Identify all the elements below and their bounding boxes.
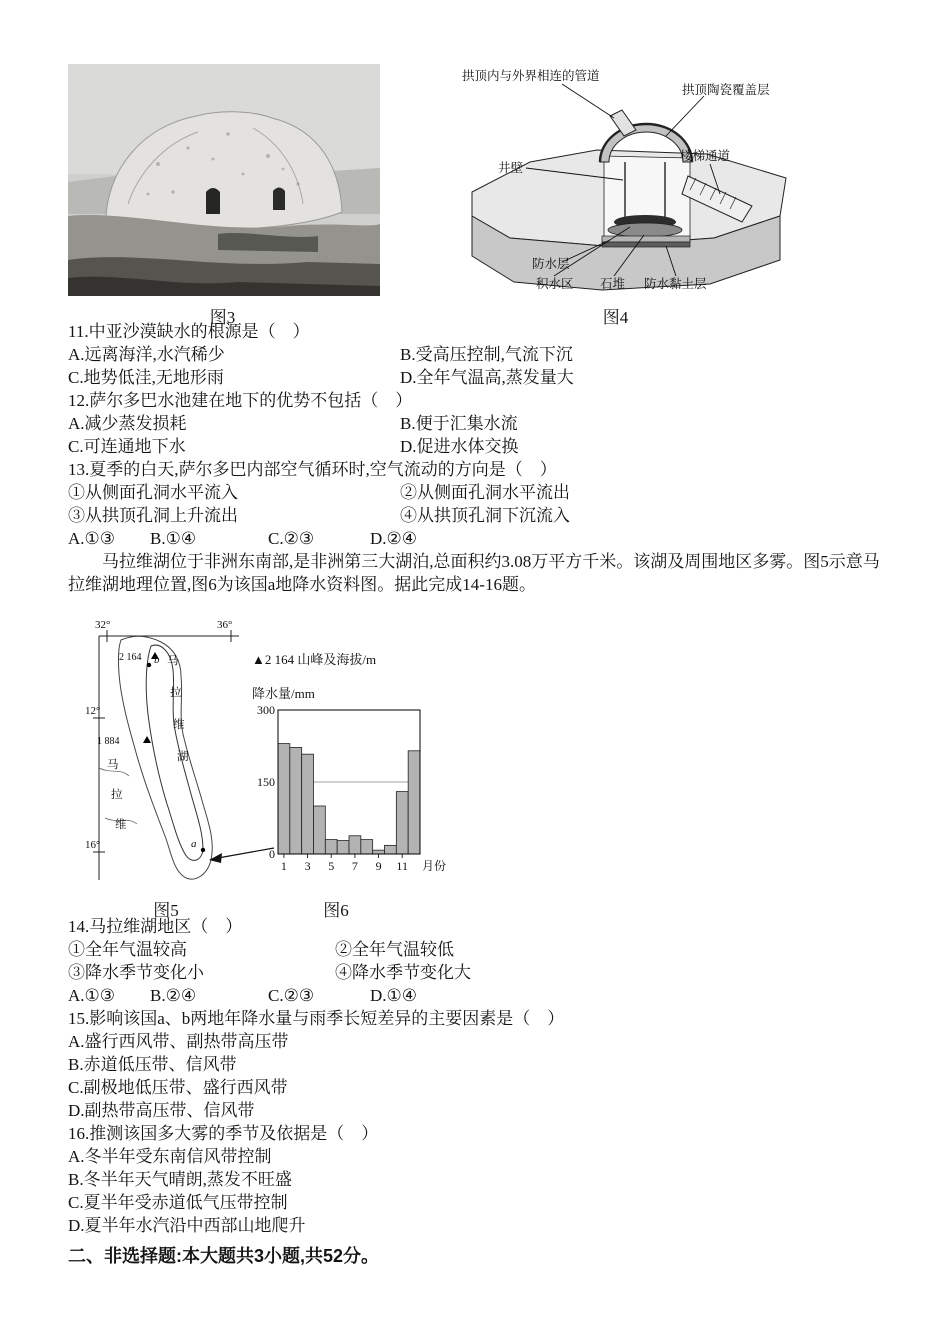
point-a-dot: [201, 848, 205, 852]
precip-bar-m8: [361, 840, 373, 854]
diagram-label-stair: 楼梯通道: [680, 149, 731, 163]
point-b-label: b: [154, 654, 160, 666]
precip-bar-m7: [349, 836, 361, 854]
q15-option-c: C.副极地低压带、盛行西风带: [68, 1078, 288, 1097]
q14-answers-row: [68, 984, 884, 1007]
q15-option-d: D.副热带高压带、信风带: [68, 1101, 255, 1120]
map-legend-peak: ▲2 164 山峰及海拔/m: [252, 652, 377, 667]
q12-options-row1: [68, 412, 884, 435]
q14-item-1: ①全年气温较高: [68, 940, 187, 959]
q14-item-4: ④降水季节变化大: [335, 963, 471, 982]
q12-option-d: D.促进水体交换: [400, 437, 519, 456]
q14-items-row1: [68, 938, 884, 961]
map-lon-right: 36°: [217, 619, 233, 631]
q11-option-d: D.全年气温高,蒸发量大: [400, 368, 574, 387]
peak-elevation-2164: 2 164: [119, 652, 142, 663]
country-label-char-1: 马: [107, 759, 119, 771]
photo-doorway-left: [206, 188, 220, 214]
q12-stem: 12.萨尔多巴水池建在地下的优势不包括（ ）: [68, 391, 413, 410]
q13-stem: 13.夏季的白天,萨尔多巴内部空气循环时,空气流动的方向是（ ）: [68, 460, 557, 479]
clay-layer: [602, 242, 690, 247]
q12-options-row2: [68, 435, 884, 458]
q13-answers-row: [68, 527, 884, 550]
peak-elevation-1884: 1 884: [97, 736, 120, 747]
q16-option-c: C.夏半年受赤道低气压带控制: [68, 1193, 288, 1212]
q16-stem: 16.推测该国多大雾的季节及依据是（ ）: [68, 1124, 379, 1143]
passage-malawi: 马拉维湖位于非洲东南部,是非洲第三大湖泊,总面积约3.08万平方千米。该湖及周围地区多雾。图5示意马拉维湖地理位置,图6为该国a地降水资料图。据此完成14-16题。: [68, 552, 880, 594]
section2-heading: 二、非选择题:本大题共3小题,共52分。: [68, 1246, 380, 1266]
questions-14-16: [68, 915, 884, 1237]
precip-bars: [278, 744, 420, 854]
q16-option-b: B.冬半年天气晴朗,蒸发不旺盛: [68, 1170, 292, 1189]
diagram-label-catchment: 积水区: [536, 277, 574, 291]
diagram-label-pipe: 拱顶内与外界相连的管道: [462, 69, 600, 83]
diagram-label-ceramic: 拱顶陶瓷覆盖层: [682, 83, 770, 97]
figure3-caption: 图3: [209, 308, 236, 327]
figure3-photo: [68, 64, 380, 296]
peak-triangle-1884: [143, 736, 151, 743]
x-tick-9: 9: [375, 859, 382, 873]
q16-option-a: A.冬半年受东南信风带控制: [68, 1147, 272, 1166]
map-lat-upper: 12°: [85, 705, 101, 717]
precip-bar-m6: [337, 841, 349, 854]
stone-pile: [608, 223, 682, 237]
precip-bar-m2: [290, 747, 302, 854]
precip-bar-m12: [408, 751, 420, 854]
questions-11-13: [68, 320, 884, 596]
country-label-char-2: 拉: [111, 789, 123, 801]
q14-answer-c: C.②③: [268, 986, 315, 1005]
q11-options-row1: [68, 343, 884, 366]
x-tick-3: 3: [304, 859, 311, 873]
q15-option-b: B.赤道低压带、信风带: [68, 1055, 237, 1074]
q14-item-3: ③降水季节变化小: [68, 963, 204, 982]
figure4-diagram: [452, 64, 802, 302]
precip-bar-m9: [373, 850, 385, 854]
q13-item-1: ①从侧面孔洞水平流入: [68, 483, 238, 502]
diagram-label-stones: 石堆: [600, 277, 626, 291]
y-tick-300: 300: [257, 703, 275, 717]
q14-items-row2: [68, 961, 884, 984]
precip-bar-m11: [396, 792, 408, 854]
q13-answer-b: B.①④: [150, 529, 197, 548]
y-tick-0: 0: [269, 847, 275, 861]
diagram-label-waterproof: 防水层: [532, 257, 570, 271]
q16-option-d: D.夏半年水汽沿中西部山地爬升: [68, 1216, 306, 1235]
precip-bar-m1: [278, 744, 290, 854]
x-tick-5: 5: [328, 859, 335, 873]
precip-bar-m3: [302, 754, 314, 854]
q13-item-3: ③从拱顶孔洞上升流出: [68, 506, 238, 525]
q12-option-c: C.可连通地下水: [68, 437, 186, 456]
q12-option-a: A.减少蒸发损耗: [68, 414, 187, 433]
q13-item-4: ④从拱顶孔洞下沉流入: [400, 506, 570, 525]
map-lat-lower: 16°: [85, 839, 101, 851]
country-label-char-3: 维: [115, 819, 127, 831]
x-tick-1: 1: [280, 859, 287, 873]
y-tick-150: 150: [257, 775, 275, 789]
vent-pipe: [610, 110, 636, 136]
q11-option-c: C.地势低洼,无地形雨: [68, 368, 224, 387]
q11-option-b: B.受高压控制,气流下沉: [400, 345, 573, 364]
diagram-label-well-wall: 井壁: [498, 161, 524, 175]
arrow-head: [209, 853, 222, 863]
x-tick-11: 11: [396, 859, 408, 873]
q11-stem: 11.中亚沙漠缺水的根源是（ ）: [68, 322, 310, 341]
q12-option-b: B.便于汇集水流: [400, 414, 518, 433]
figure6-caption: 图6: [323, 901, 349, 920]
x-tick-marks: [284, 854, 402, 858]
figure6-chart: [248, 648, 453, 890]
figure4-caption: 图4: [602, 308, 629, 327]
q13-items-row2: [68, 504, 884, 527]
q15-stem: 15.影响该国a、b两地年降水量与雨季长短差异的主要因素是（ ）: [68, 1009, 565, 1028]
q13-answer-d: D.②④: [370, 529, 418, 548]
q14-item-2: ②全年气温较低: [335, 940, 454, 959]
q13-item-2: ②从侧面孔洞水平流出: [400, 483, 570, 502]
lake-label-char-2: 拉: [170, 687, 182, 699]
q14-answer-b: B.②④: [150, 986, 197, 1005]
q14-answer-d: D.①④: [370, 986, 418, 1005]
q11-option-a: A.远离海洋,水汽稀少: [68, 345, 225, 364]
figure5-caption: 图5: [153, 901, 179, 920]
q13-items-row1: [68, 481, 884, 504]
lake-label-char-3: 维: [173, 719, 185, 731]
point-b-dot: [147, 663, 151, 667]
q13-answer-c: C.②③: [268, 529, 315, 548]
lake-label-char-1: 马: [167, 655, 179, 667]
precip-bar-m4: [314, 806, 326, 854]
lake-label-char-4: 湖: [177, 751, 189, 763]
q14-stem: 14.马拉维湖地区（ ）: [68, 917, 243, 936]
q11-options-row2: [68, 366, 884, 389]
point-a-label: a: [191, 838, 197, 850]
q14-answer-a: A.①③: [68, 986, 116, 1005]
x-tick-7: 7: [351, 859, 358, 873]
chart-x-axis-title: 月份: [422, 859, 447, 873]
precip-bar-m10: [385, 845, 397, 854]
lake-outline: [146, 645, 203, 860]
precip-bar-m5: [325, 840, 337, 854]
photo-doorway-right: [273, 188, 285, 211]
diagram-label-clay: 防水黏土层: [644, 277, 707, 291]
chart-y-axis-title: 降水量/mm: [252, 686, 315, 701]
q15-option-a: A.盛行西风带、副热带高压带: [68, 1032, 289, 1051]
map-lon-left: 32°: [95, 619, 111, 631]
q13-answer-a: A.①③: [68, 529, 116, 548]
